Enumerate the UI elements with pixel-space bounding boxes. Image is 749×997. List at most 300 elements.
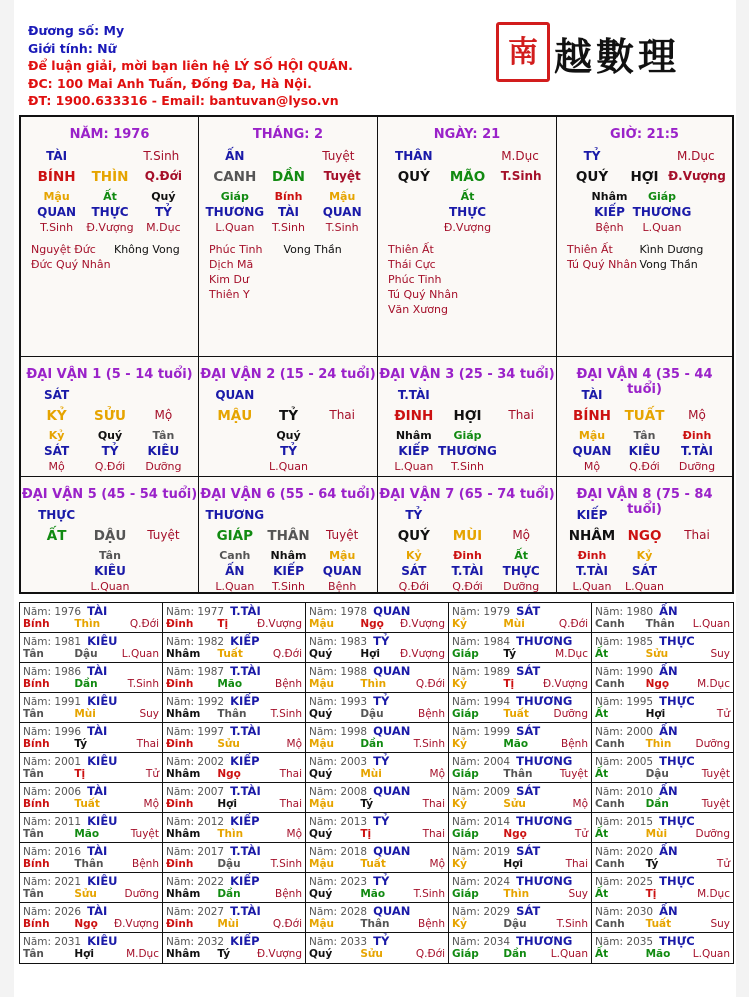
year-header bbox=[452, 604, 540, 618]
year-header bbox=[166, 784, 261, 798]
year-label: Năm: 1983 bbox=[309, 636, 368, 648]
dai-van-can: ĐINH bbox=[394, 408, 434, 424]
year-cell bbox=[20, 933, 163, 963]
pillar-stage: Tuyệt bbox=[322, 149, 355, 163]
hidden-stage: T.Sinh bbox=[272, 221, 305, 234]
year-branch: Tị bbox=[645, 888, 657, 900]
year-god: KIÊU bbox=[87, 634, 118, 648]
year-stage: Dưỡng bbox=[695, 738, 730, 750]
year-cell bbox=[449, 753, 592, 783]
year-branch: Sửu bbox=[217, 738, 240, 750]
year-stem: Nhâm bbox=[166, 888, 201, 900]
year-stem: Kỷ bbox=[452, 918, 467, 930]
year-branch: Thìn bbox=[645, 738, 672, 750]
year-stem: Giáp bbox=[452, 708, 479, 720]
dai-van-hidden-god: T.TÀI bbox=[681, 444, 713, 458]
dai-van-chi: MÙI bbox=[452, 528, 483, 544]
year-stage: M.Dục bbox=[697, 888, 730, 900]
pillar-chi: DẦN bbox=[272, 169, 305, 185]
year-header bbox=[452, 694, 572, 708]
pillar-stem: Q.Đới bbox=[144, 169, 182, 183]
dai-van-title: ĐẠI VẬN 4 (35 - 44 tuổi) bbox=[576, 367, 713, 397]
year-header bbox=[23, 784, 107, 798]
year-stage: Mộ bbox=[429, 768, 445, 780]
dai-van-hidden-stem: Đinh bbox=[577, 549, 607, 562]
year-cell bbox=[20, 633, 163, 663]
year-header bbox=[309, 754, 389, 768]
auspicious-star: Phúc Tinh bbox=[209, 243, 263, 256]
year-stem: Ất bbox=[595, 828, 609, 840]
year-cell bbox=[20, 873, 163, 903]
hidden-god: THƯƠNG bbox=[632, 205, 692, 219]
year-stem: Ất bbox=[595, 948, 609, 960]
dai-van-hidden-stem: Canh bbox=[219, 549, 251, 562]
year-cell bbox=[592, 693, 733, 723]
year-cell bbox=[163, 753, 306, 783]
year-stem: Nhâm bbox=[166, 708, 201, 720]
year-god: ẤN bbox=[659, 664, 678, 678]
year-god: ẤN bbox=[659, 844, 678, 858]
dai-van-4 bbox=[557, 357, 732, 477]
dai-van-hidden-stem: Kỷ bbox=[405, 549, 422, 562]
auspicious-star: Thiên Ất bbox=[388, 243, 434, 256]
year-stem: Canh bbox=[595, 738, 625, 750]
year-branch: Dậu bbox=[360, 708, 384, 720]
dai-van-stage: Thai bbox=[508, 408, 534, 422]
hidden-stem: Bính bbox=[274, 190, 303, 203]
year-header bbox=[595, 694, 695, 708]
year-label: Năm: 2025 bbox=[595, 876, 654, 888]
year-stem: Kỷ bbox=[452, 798, 467, 810]
year-header bbox=[23, 814, 118, 828]
year-header bbox=[166, 694, 260, 708]
dai-van-hidden-god: SÁT bbox=[401, 564, 427, 578]
year-header bbox=[595, 814, 695, 828]
year-stem: Bính bbox=[23, 918, 50, 930]
year-branch: Tuất bbox=[503, 708, 529, 720]
year-stem: Tân bbox=[23, 828, 44, 840]
year-stage: Suy bbox=[139, 708, 159, 720]
dai-van-hidden-stage: Dưỡng bbox=[145, 460, 182, 473]
year-label: Năm: 2017 bbox=[166, 846, 225, 858]
year-label: Năm: 2009 bbox=[452, 786, 511, 798]
year-label: Năm: 2016 bbox=[23, 846, 82, 858]
year-cell bbox=[449, 903, 592, 933]
top-bar bbox=[14, 0, 736, 8]
dai-van-7 bbox=[378, 477, 557, 592]
auspicious-star: Thiên Ất bbox=[567, 243, 613, 256]
auspicious-star: Thiên Y bbox=[209, 288, 250, 301]
hidden-stage: Đ.Vượng bbox=[443, 221, 492, 234]
hidden-god: THỰC bbox=[448, 205, 487, 219]
auspicious-star: Đức Quý Nhân bbox=[31, 258, 111, 271]
inauspicious-star: Kình Dương bbox=[639, 243, 704, 256]
year-label: Năm: 1995 bbox=[595, 696, 654, 708]
year-branch: Thìn bbox=[217, 828, 244, 840]
auspicious-star: Tú Quý Nhân bbox=[567, 258, 638, 271]
dai-van-god: THỰC bbox=[38, 508, 76, 522]
year-label: Năm: 2027 bbox=[166, 906, 225, 918]
dai-van-title: ĐẠI VẬN 8 (75 - 84 tuổi) bbox=[576, 487, 713, 517]
pillar-can: BÍNH bbox=[37, 169, 76, 185]
year-branch: Sửu bbox=[360, 948, 383, 960]
year-cell bbox=[449, 603, 592, 633]
year-header bbox=[166, 814, 260, 828]
pillar-god: TỶ bbox=[583, 149, 601, 163]
year-stem: Đinh bbox=[166, 858, 194, 870]
dai-van-hidden-stem: Kỷ bbox=[636, 549, 653, 562]
dai-van-hidden-stage: L.Quan bbox=[625, 580, 664, 593]
year-stem: Tân bbox=[23, 708, 44, 720]
year-header bbox=[452, 664, 540, 678]
year-stage: Bệnh bbox=[418, 708, 445, 720]
dai-van-hidden-stem: Tân bbox=[99, 549, 121, 562]
year-branch: Thân bbox=[74, 858, 104, 870]
year-stem: Kỷ bbox=[452, 618, 467, 630]
brand-logo bbox=[496, 22, 726, 92]
year-branch: Tị bbox=[217, 618, 229, 630]
year-stage: Tử bbox=[574, 828, 588, 840]
dai-van-can: GIÁP bbox=[216, 528, 254, 544]
year-cell bbox=[592, 723, 733, 753]
dai-van-can: QUÝ bbox=[397, 528, 430, 544]
dai-van-hidden-stage: Q.Đới bbox=[94, 460, 126, 473]
auspicious-star: Thái Cực bbox=[388, 258, 436, 271]
year-stem: Kỷ bbox=[452, 678, 467, 690]
year-label: Năm: 2011 bbox=[23, 816, 82, 828]
year-god: KIẾP bbox=[230, 694, 260, 708]
year-label: Năm: 2021 bbox=[23, 876, 82, 888]
dai-van-stage: Tuyệt bbox=[147, 528, 180, 542]
year-header bbox=[595, 784, 678, 798]
year-stem: Tân bbox=[23, 768, 44, 780]
year-cell bbox=[306, 783, 449, 813]
year-cell bbox=[163, 933, 306, 963]
dai-van-hidden-stem: Nhâm bbox=[395, 429, 432, 442]
inauspicious-star: Vong Thần bbox=[283, 243, 342, 256]
year-header bbox=[452, 724, 540, 738]
year-stem: Tân bbox=[23, 648, 44, 660]
pillar-god: THÂN bbox=[395, 149, 433, 163]
year-header bbox=[452, 874, 572, 888]
year-header bbox=[595, 874, 695, 888]
year-god: TÀI bbox=[87, 784, 108, 798]
year-god: QUAN bbox=[373, 604, 411, 618]
dai-van-god: QUAN bbox=[215, 388, 255, 402]
year-label: Năm: 2010 bbox=[595, 786, 654, 798]
year-god: T.TÀI bbox=[230, 604, 261, 618]
year-stage: Tuyệt bbox=[701, 798, 730, 810]
year-stage: Bệnh bbox=[561, 738, 588, 750]
year-branch: Hợi bbox=[503, 858, 523, 870]
pillar-god: ẤN bbox=[225, 149, 245, 163]
dai-van-hidden-stage: L.Quan bbox=[215, 580, 255, 593]
year-header bbox=[166, 904, 261, 918]
year-cell bbox=[306, 753, 449, 783]
year-stage: Thai bbox=[422, 798, 445, 810]
year-god: T.TÀI bbox=[230, 724, 261, 738]
year-god: KIẾP bbox=[230, 754, 260, 768]
year-branch: Tý bbox=[360, 798, 374, 810]
dai-van-hidden-god: THƯƠNG bbox=[438, 444, 497, 458]
year-god: TỶ bbox=[373, 934, 390, 948]
year-cell bbox=[163, 693, 306, 723]
hidden-god: KIẾP bbox=[594, 205, 625, 219]
dai-van-can: MẬU bbox=[217, 408, 253, 424]
year-cell bbox=[592, 663, 733, 693]
dai-van-hidden-god: QUAN bbox=[572, 444, 612, 458]
year-label: Năm: 1980 bbox=[595, 606, 654, 618]
dai-van-hidden-stage: Q.Đới bbox=[398, 580, 430, 593]
dai-van-hidden-stage: Mộ bbox=[583, 460, 601, 473]
pillar-title: THÁNG: 2 bbox=[252, 127, 324, 142]
year-cell bbox=[163, 783, 306, 813]
year-god: T.TÀI bbox=[230, 664, 261, 678]
year-branch: Ngọ bbox=[360, 618, 384, 630]
year-label: Năm: 1978 bbox=[309, 606, 368, 618]
year-stage: Đ.Vượng bbox=[399, 618, 445, 630]
year-cell bbox=[306, 663, 449, 693]
year-stage: M.Dục bbox=[555, 648, 588, 660]
year-header bbox=[595, 844, 678, 858]
year-stage: Dưỡng bbox=[695, 828, 730, 840]
year-cell bbox=[306, 843, 449, 873]
year-branch: Hợi bbox=[74, 948, 94, 960]
dai-van-hidden-god: THỰC bbox=[502, 564, 540, 578]
year-label: Năm: 2006 bbox=[23, 786, 82, 798]
year-stem: Đinh bbox=[166, 618, 194, 630]
chart-header bbox=[28, 22, 353, 110]
year-label: Năm: 1991 bbox=[23, 696, 82, 708]
year-stage: T.Sinh bbox=[413, 738, 445, 750]
hidden-stage: L.Quan bbox=[642, 221, 682, 234]
year-branch: Tuất bbox=[645, 918, 672, 930]
pillar-stage: M.Dục bbox=[501, 149, 539, 163]
dai-van-hidden-god: KIÊU bbox=[628, 444, 661, 458]
year-stem: Bính bbox=[23, 858, 50, 870]
dai-van-god: TÀI bbox=[581, 388, 603, 402]
year-cell bbox=[449, 633, 592, 663]
year-stem: Canh bbox=[595, 678, 625, 690]
year-label: Năm: 2005 bbox=[595, 756, 654, 768]
year-god: KIÊU bbox=[87, 754, 118, 768]
dai-van-hidden-stem: Đinh bbox=[682, 429, 712, 442]
dai-van-hidden-god: KIẾP bbox=[398, 444, 430, 458]
year-header bbox=[23, 664, 107, 678]
year-god: KIẾP bbox=[230, 934, 260, 948]
year-stage: T.Sinh bbox=[127, 678, 159, 690]
year-label: Năm: 2030 bbox=[595, 906, 654, 918]
year-branch: Hợi bbox=[360, 648, 380, 660]
year-label: Năm: 2015 bbox=[595, 816, 654, 828]
year-label: Năm: 2024 bbox=[452, 876, 511, 888]
year-god: KIÊU bbox=[87, 874, 118, 888]
year-cell bbox=[20, 783, 163, 813]
year-header bbox=[23, 634, 118, 648]
dai-van-hidden-stage: Dưỡng bbox=[503, 580, 540, 593]
year-header bbox=[309, 844, 410, 858]
dai-van-stage: Mộ bbox=[512, 528, 531, 542]
year-branch: Mùi bbox=[74, 708, 96, 720]
hidden-stage: L.Quan bbox=[215, 221, 255, 234]
year-cell bbox=[163, 813, 306, 843]
pillars-grid bbox=[19, 115, 734, 594]
year-cell bbox=[306, 813, 449, 843]
year-cell bbox=[163, 633, 306, 663]
year-cell bbox=[20, 723, 163, 753]
year-stage: Đ.Vượng bbox=[256, 618, 302, 630]
year-branch: Dần bbox=[74, 678, 98, 690]
year-god: TỶ bbox=[373, 814, 390, 828]
year-branch: Ngọ bbox=[217, 768, 241, 780]
phone-email: ĐT: 1900.633316 - Email: bantuvan@lyso.vn bbox=[28, 93, 339, 108]
year-label: Năm: 2031 bbox=[23, 936, 82, 948]
year-header bbox=[452, 844, 540, 858]
year-god: QUAN bbox=[373, 664, 411, 678]
dai-van-hidden-god: SÁT bbox=[44, 444, 70, 458]
hidden-god: THỰC bbox=[91, 205, 129, 219]
year-label: Năm: 1977 bbox=[166, 606, 225, 618]
year-label: Năm: 1976 bbox=[23, 606, 82, 618]
year-label: Năm: 2019 bbox=[452, 846, 511, 858]
year-stem: Giáp bbox=[452, 648, 479, 660]
year-header bbox=[23, 754, 118, 768]
dai-van-hidden-stem: Mậu bbox=[578, 429, 606, 442]
dai-van-1 bbox=[21, 357, 199, 477]
year-branch: Mùi bbox=[503, 618, 525, 630]
dai-van-8 bbox=[557, 477, 732, 592]
year-branch: Mão bbox=[503, 738, 529, 750]
year-stage: Tuyệt bbox=[559, 768, 588, 780]
year-stage: Q.Đới bbox=[415, 678, 445, 690]
hidden-stage: M.Dục bbox=[146, 221, 181, 234]
year-cell bbox=[306, 603, 449, 633]
year-label: Năm: 1988 bbox=[309, 666, 368, 678]
dai-van-hidden-god: QUAN bbox=[322, 564, 362, 578]
dai-van-can: NHÂM bbox=[568, 528, 616, 544]
hidden-stage: T.Sinh bbox=[40, 221, 74, 234]
year-god: QUAN bbox=[373, 784, 411, 798]
year-stem: Đinh bbox=[166, 678, 194, 690]
brand-calligraphy: 越數理 bbox=[554, 34, 681, 79]
year-cell bbox=[163, 873, 306, 903]
year-header bbox=[23, 934, 118, 948]
year-cell bbox=[592, 603, 733, 633]
year-stem: Nhâm bbox=[166, 948, 201, 960]
year-stage: L.Quan bbox=[121, 648, 159, 660]
year-god: THƯƠNG bbox=[516, 874, 573, 888]
year-stem: Kỷ bbox=[452, 738, 467, 750]
year-stem: Nhâm bbox=[166, 648, 201, 660]
year-cell bbox=[592, 813, 733, 843]
year-header bbox=[452, 814, 572, 828]
year-cell bbox=[20, 813, 163, 843]
pillar-title: NGÀY: 21 bbox=[433, 127, 501, 142]
dai-van-hidden-stem: Đinh bbox=[453, 549, 482, 562]
year-header bbox=[309, 604, 410, 618]
dai-van-hidden-stage: Q.Đới bbox=[629, 460, 660, 473]
year-stem: Canh bbox=[595, 858, 625, 870]
year-cell bbox=[592, 783, 733, 813]
year-cell bbox=[163, 723, 306, 753]
year-stage: M.Dục bbox=[126, 948, 159, 960]
year-header bbox=[23, 724, 107, 738]
hidden-god: TỶ bbox=[154, 205, 172, 219]
year-stage: Bệnh bbox=[418, 918, 445, 930]
year-label: Năm: 2000 bbox=[595, 726, 654, 738]
year-cell bbox=[449, 933, 592, 963]
year-branch: Mùi bbox=[217, 918, 239, 930]
year-stem: Mậu bbox=[309, 618, 335, 630]
year-label: Năm: 1993 bbox=[309, 696, 368, 708]
dai-van-hidden-god: KIÊU bbox=[94, 564, 126, 578]
dai-van-hidden-stem: Ất bbox=[514, 549, 529, 562]
year-header bbox=[23, 844, 107, 858]
dai-van-title: ĐẠI VẬN 1 (5 - 14 tuổi) bbox=[26, 367, 193, 382]
pillar-can: QUÝ bbox=[575, 169, 609, 185]
dai-van-god: TỶ bbox=[405, 508, 423, 522]
year-god: TÀI bbox=[87, 844, 108, 858]
year-header bbox=[23, 874, 118, 888]
year-label: Năm: 1994 bbox=[452, 696, 511, 708]
year-god: THỰC bbox=[659, 634, 695, 648]
year-stem: Mậu bbox=[309, 918, 335, 930]
year-god: KIÊU bbox=[87, 814, 118, 828]
inauspicious-star: Vong Thần bbox=[639, 258, 698, 271]
dai-van-hidden-stage: L.Quan bbox=[572, 580, 612, 593]
year-stem: Giáp bbox=[452, 828, 479, 840]
red-seal-icon: 南 bbox=[496, 22, 550, 82]
year-branch: Ngọ bbox=[74, 918, 98, 930]
pillar-stage: M.Dục bbox=[677, 149, 715, 163]
year-header bbox=[595, 754, 695, 768]
year-stage: Mộ bbox=[286, 738, 302, 750]
dai-van-hidden-god: KIÊU bbox=[147, 444, 180, 458]
dai-van-title: ĐẠI VẬN 5 (45 - 54 tuổi) bbox=[21, 487, 198, 502]
year-stage: L.Quan bbox=[692, 618, 730, 630]
year-god: ẤN bbox=[659, 784, 678, 798]
year-label: Năm: 1981 bbox=[23, 636, 82, 648]
year-header bbox=[23, 904, 107, 918]
year-stage: M.Dục bbox=[697, 678, 730, 690]
year-god: SÁT bbox=[516, 784, 541, 798]
year-cell bbox=[449, 783, 592, 813]
year-label: Năm: 2012 bbox=[166, 816, 225, 828]
dai-van-god: SÁT bbox=[44, 388, 70, 402]
year-stem: Bính bbox=[23, 798, 50, 810]
dai-van-hidden-stage: Bệnh bbox=[328, 580, 357, 593]
year-branch: Tý bbox=[645, 858, 659, 870]
year-god: THỰC bbox=[659, 874, 695, 888]
year-stage: Đ.Vượng bbox=[542, 678, 588, 690]
year-stage: T.Sinh bbox=[556, 918, 588, 930]
year-stage: Thai bbox=[279, 798, 302, 810]
dai-van-chi: SỬU bbox=[94, 408, 126, 424]
year-cell bbox=[449, 873, 592, 903]
year-branch: Tị bbox=[503, 678, 515, 690]
dai-van-hidden-stem: Mậu bbox=[329, 549, 356, 562]
year-stem: Canh bbox=[595, 618, 625, 630]
year-branch: Hợi bbox=[217, 798, 237, 810]
year-branch: Tị bbox=[360, 828, 372, 840]
hidden-god: THƯƠNG bbox=[205, 205, 265, 219]
year-cell bbox=[592, 633, 733, 663]
dai-van-hidden-stem: Giáp bbox=[453, 429, 482, 442]
year-branch: Sửu bbox=[74, 888, 97, 900]
year-stage: Đ.Vượng bbox=[256, 948, 302, 960]
year-branch: Dậu bbox=[74, 648, 98, 660]
year-branch: Tý bbox=[217, 948, 231, 960]
